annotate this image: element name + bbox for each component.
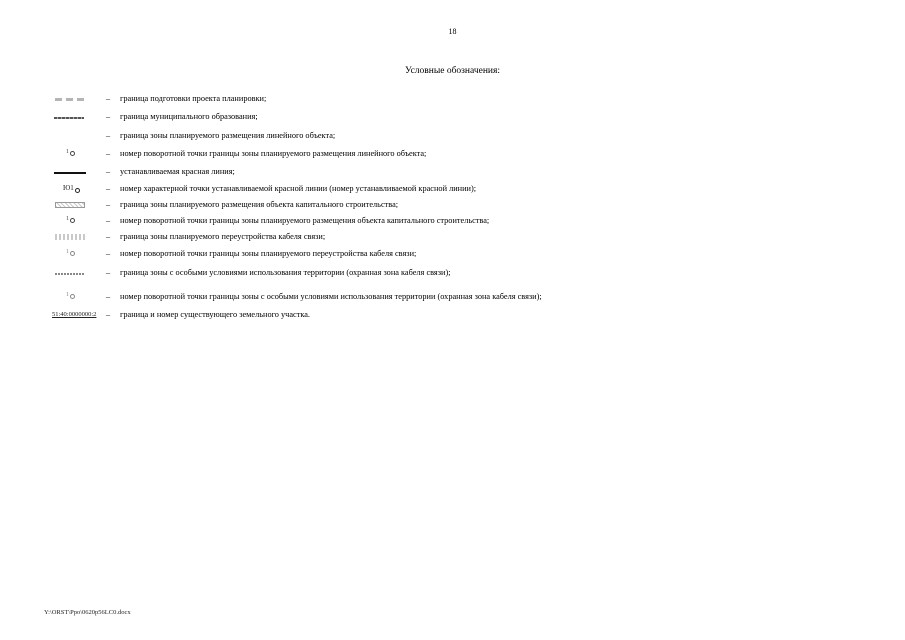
land-plot-number: 51:40:0000000:2	[52, 311, 97, 318]
legend-dash: –	[106, 200, 111, 209]
legend-dash: –	[106, 310, 111, 319]
legend-list	[52, 94, 652, 324]
legend-text: устанавливаемая красная линия;	[120, 167, 235, 176]
legend-text: граница зоны планируемого размещения объекта капитального строительства;	[120, 200, 399, 209]
legend-row	[52, 149, 652, 167]
legend-text: номер поворотной точки границы зоны планируемого размещения объекта капитального строительства;	[120, 216, 490, 225]
legend-text: граница муниципального образования;	[120, 112, 258, 121]
special-conditions-symbol	[52, 268, 90, 278]
legend-dash: –	[106, 112, 111, 121]
legend-dash: –	[106, 268, 111, 277]
legend-dash: –	[106, 131, 111, 140]
legend-row	[52, 94, 652, 112]
turn-point-light-symbol	[52, 249, 90, 259]
characteristic-point-number: Ю1	[63, 184, 74, 192]
turn-point-number: 1	[66, 216, 69, 222]
legend-row	[52, 216, 652, 232]
characteristic-point-symbol	[52, 184, 90, 194]
legend-row	[52, 200, 652, 216]
legend-dash: –	[106, 232, 111, 241]
legend-text: номер характерной точки устанавливаемой красной линии (номер устанавливаемой красной линии);	[120, 184, 477, 193]
legend-dash: –	[106, 94, 111, 103]
legend-title: Условные обозначения:	[404, 66, 500, 76]
page-number: 18	[448, 27, 457, 36]
cable-zone-symbol	[52, 232, 90, 242]
legend-text: номер поворотной точки границы зоны планируемого размещения линейного объекта;	[120, 149, 427, 158]
legend-row	[52, 268, 652, 284]
hatched-zone-symbol	[52, 200, 90, 210]
legend-dash: –	[106, 184, 111, 193]
legend-text: номер поворотной точки границы зоны с особыми условиями использования территории (охранная зона кабеля связи);	[120, 292, 542, 301]
legend-row	[52, 131, 652, 149]
legend-text: граница и номер существующего земельного участка.	[120, 310, 310, 319]
legend-dash: –	[106, 167, 111, 176]
municipal-boundary-symbol	[52, 112, 90, 122]
turn-point-symbol	[52, 216, 90, 226]
land-plot-symbol	[52, 310, 97, 320]
turn-point-number: 1	[66, 292, 69, 298]
legend-text: граница зоны планируемого размещения линейного объекта;	[120, 131, 336, 140]
zone-boundary-symbol	[52, 131, 90, 141]
legend-text: граница зоны планируемого переустройства кабеля связи;	[120, 232, 326, 241]
red-line-symbol	[52, 167, 90, 177]
legend-row	[52, 184, 652, 200]
legend-text: граница подготовки проекта планировки;	[120, 94, 267, 103]
legend-dash: –	[106, 292, 111, 301]
legend-dash: –	[106, 216, 111, 225]
turn-point-light-symbol	[52, 292, 90, 302]
legend-row	[52, 310, 652, 324]
legend-row	[52, 284, 652, 310]
legend-row	[52, 232, 652, 249]
dashed-boundary-symbol	[52, 94, 90, 104]
legend-text: граница зоны с особыми условиями использования территории (охранная зона кабеля связи);	[120, 268, 451, 277]
legend-dash: –	[106, 149, 111, 158]
legend-row	[52, 249, 652, 268]
legend-text: номер поворотной точки границы зоны планируемого переустройства кабеля связи;	[120, 249, 417, 258]
turn-point-number: 1	[66, 149, 69, 155]
turn-point-symbol	[52, 149, 90, 159]
footer-file-path: Y:\ORST\Ppo\0620p56LC0.docx	[44, 609, 131, 616]
legend-row	[52, 112, 652, 131]
turn-point-number: 1	[66, 249, 69, 255]
legend-row	[52, 167, 652, 184]
legend-dash: –	[106, 249, 111, 258]
